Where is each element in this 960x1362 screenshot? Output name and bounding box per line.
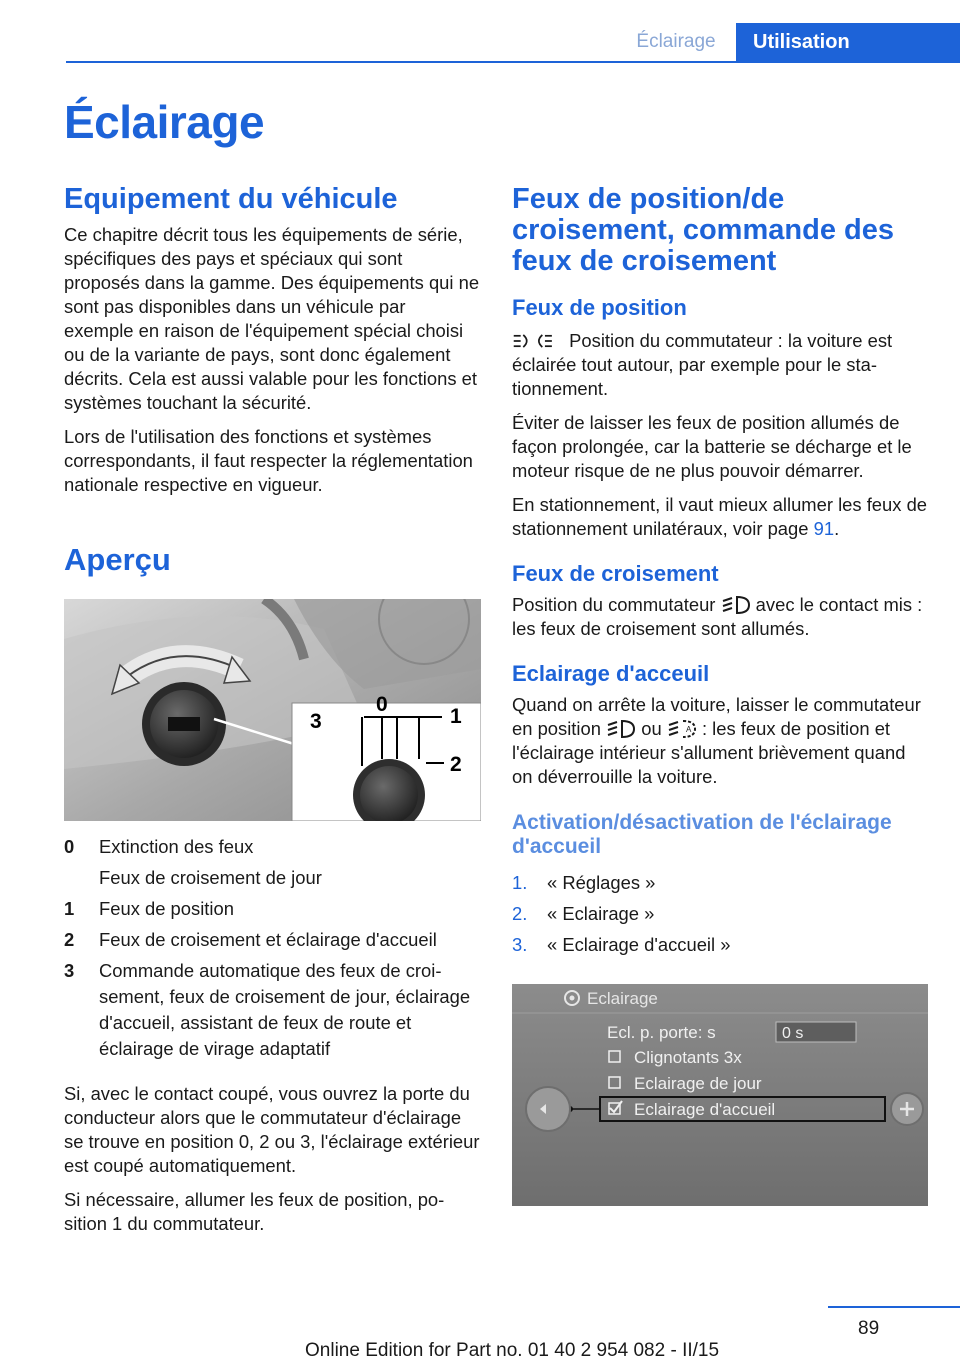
equipment-heading: Equipement du véhicule (64, 183, 398, 215)
position-hint-paragraph: Si nécessaire, allumer les feux de position, position 1 du commutateur. (64, 1189, 445, 1234)
legend-number: 2 (64, 929, 75, 950)
legend-number: 3 (64, 960, 75, 981)
low-beam-icon (606, 719, 636, 739)
page-title: Éclairage (64, 96, 265, 148)
callout-1: 1 (450, 705, 462, 728)
step-number: 3. (512, 934, 528, 955)
right-column (512, 184, 930, 1206)
low-beam-paragraph (512, 593, 930, 641)
page-number: 89 (858, 1318, 880, 1339)
menu-item-daytime-lights[interactable]: Eclairage de jour (634, 1074, 762, 1093)
controller-left-icon[interactable] (526, 1087, 570, 1131)
lights-heading: Feux de position/de croisement, commande des feux de croisement (512, 183, 894, 277)
overview-heading: Aperçu (64, 542, 171, 577)
parking-text-end: . (834, 518, 840, 539)
page-link[interactable]: 91 (813, 518, 835, 539)
legend-item (64, 831, 480, 893)
light-switch-illustration (64, 599, 481, 821)
callout-2: 2 (450, 753, 462, 776)
legend-item (64, 924, 480, 955)
step-text: « Eclairage » (547, 903, 655, 924)
parking-paragraph (512, 493, 930, 541)
legend-number: 0 (64, 836, 75, 857)
welcome-text-a: Quand on arrête la voiture, laisser le commutateur en position (512, 694, 921, 739)
low-beam-heading: Feux de croisement (512, 561, 719, 586)
position-lights-text: Position du commutateur : la voiture est éclairée tout autour, par exemple pour le stationnement. (512, 330, 893, 399)
step-item (512, 867, 930, 898)
position-lights-paragraph (512, 329, 930, 401)
auto-off-paragraph: Si, avec le contact coupé, vous ouvrez la porte du conducteur alors que le commutateur d'éclairage se trouve en position 0, 2 ou 3, l'éclairage extérieur est coupé automatiquement. (64, 1083, 480, 1176)
svg-text:A: A (685, 725, 692, 734)
footer-edition: Online Edition for Part no. 01 40 2 954 082 - II/15 (305, 1340, 720, 1361)
step-text: « Réglages » (547, 872, 656, 893)
step-text: « Eclairage d'accueil » (547, 934, 731, 955)
light-switch-figure (64, 599, 481, 821)
welcome-text-or: ou (641, 718, 662, 739)
legend-text: Feux de croisement et éclairage d'accueil (99, 929, 437, 950)
step-number: 2. (512, 903, 528, 924)
section-tab[interactable]: Éclairage (636, 31, 716, 52)
step-number: 1. (512, 872, 528, 893)
low-beam-text-a: Position du commutateur (512, 594, 716, 615)
low-beam-icon (721, 595, 751, 615)
step-item (512, 929, 930, 960)
idrive-screen-figure (512, 984, 928, 1206)
steps-list (512, 867, 930, 960)
legend-list (64, 831, 480, 1062)
screen-title: Eclairage (587, 989, 658, 1008)
legend-text: Commande automatique des feux de croisement, feux de croisement de jour, éclairage d'accueil, assistant de feux de route et éclairage de virage adaptatif (99, 960, 471, 1059)
menu-item-indicators[interactable]: Clignotants 3x (634, 1048, 742, 1067)
welcome-text-b: : les feux de position et l'éclairage intérieur s'allument brièvement quand on déverrouille la voiture. (512, 718, 906, 787)
door-light-value[interactable]: 0 s (782, 1025, 804, 1042)
menu-item-welcome-light[interactable]: Eclairage d'accueil (634, 1100, 776, 1119)
footer-rule (828, 1306, 960, 1308)
position-lights-heading: Feux de position (512, 295, 687, 320)
welcome-light-paragraph (512, 693, 930, 789)
chapter-tab[interactable]: Utilisation (736, 23, 960, 61)
welcome-light-heading: Eclairage d'acceuil (512, 661, 710, 686)
callout-3: 3 (310, 710, 322, 733)
legend-item (64, 955, 480, 1062)
equipment-paragraph-2: Lors de l'utilisation des fonctions et systèmes correspondants, il faut respecter la réglementation nationale respective en vigueur. (64, 426, 473, 495)
activation-heading: Activation/désactivation de l'éclairage d'accueil (512, 811, 892, 858)
step-item (512, 898, 930, 929)
battery-warning-paragraph: Éviter de laisser les feux de position allumés de façon prolongée, car la batterie se décharge et le moteur risque de ne plus pouvoir démarrer. (512, 412, 912, 481)
callout-0: 0 (376, 693, 388, 716)
idrive-screen (512, 984, 928, 1206)
legend-item (64, 893, 480, 924)
legend-text: Feux de position (99, 898, 234, 919)
parking-light-icon (512, 331, 564, 351)
equipment-paragraph: Ce chapitre décrit tous les équipements de série, spécifiques des pays et spéciaux qui sont proposés dans la gamme. Des équipements qui ne sont pas disponibles dans un véhicule par exemple en raison de l'équipement spécial choisi ou de la variante de pays, sont donc également décrits. Cela est aussi valable pour les fonctions et systèmes touchant la sécurité. (64, 224, 480, 413)
left-column (64, 184, 480, 1236)
legend-text: Extinction des feux (99, 836, 254, 857)
auto-light-icon (667, 719, 697, 739)
menu-item-door-light[interactable]: Ecl. p. porte: s (607, 1023, 716, 1042)
legend-text: Feux de croisement de jour (99, 867, 322, 888)
header-rule (66, 61, 960, 63)
legend-number: 1 (64, 898, 75, 919)
plus-icon[interactable] (891, 1093, 923, 1125)
low-beam-text-b: avec le contact mis : les feux de croisement sont allumés. (512, 594, 923, 639)
parking-text: En stationnement, il vaut mieux allumer les feux de stationnement unilatéraux, voir page (512, 494, 928, 539)
